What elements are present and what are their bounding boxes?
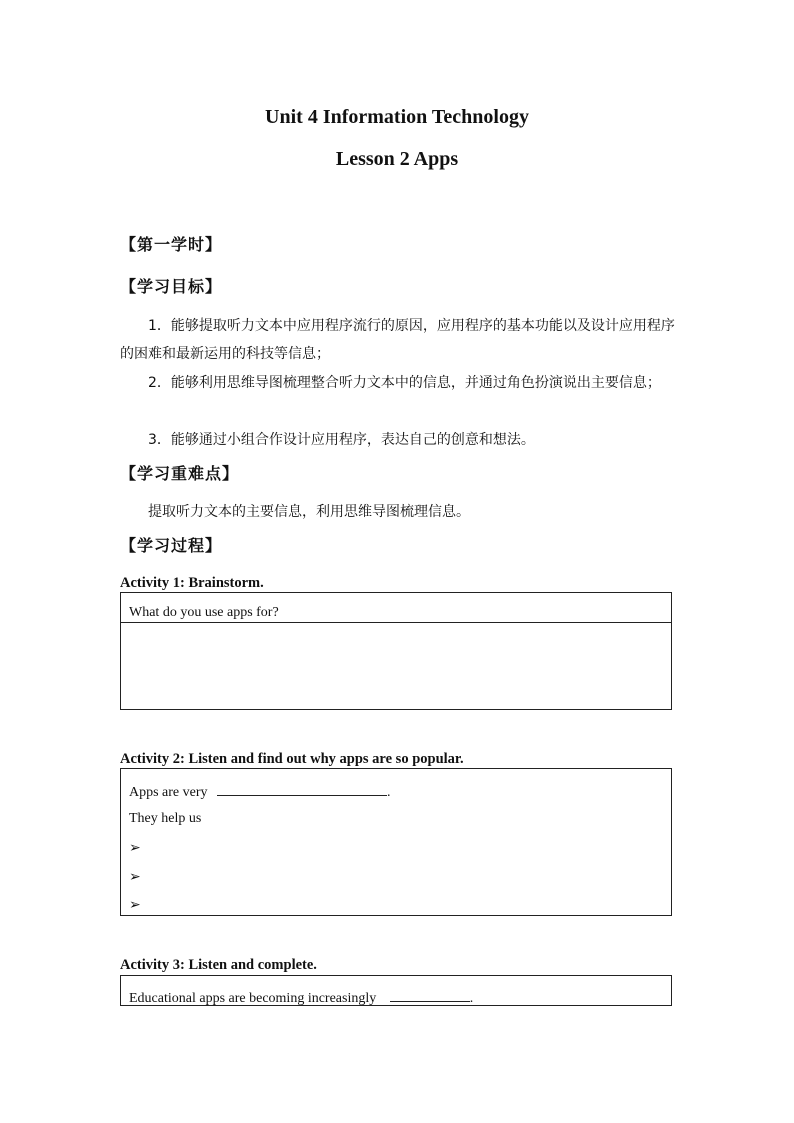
activity-2-line-2: They help us — [129, 811, 202, 826]
lesson-subtitle: Lesson 2 Apps — [335, 148, 459, 170]
goal-2: 2．能够利用思维导图梳理整合听力文本中的信息，并通过角色扮演说出主要信息； — [148, 375, 661, 391]
activity-1-title: Activity 1: Brainstorm. — [120, 575, 264, 591]
activity-2-line-1-text: Apps are very — [129, 785, 208, 800]
activity-2-box — [120, 768, 672, 916]
activity-1-question: What do you use apps for? — [121, 593, 671, 623]
section-process: 【学习过程】 — [120, 536, 223, 555]
activity-1-answer-area[interactable] — [121, 623, 671, 709]
period: . — [387, 785, 391, 800]
activity-2-title: Activity 2: Listen and find out why apps are so popular. — [120, 751, 464, 767]
section-goals: 【学习目标】 — [120, 277, 223, 296]
goal-3: 3．能够通过小组合作设计应用程序，表达自己的创意和想法。 — [148, 432, 535, 448]
blank-line[interactable] — [390, 987, 470, 1002]
arrow-bullet-icon: ➢ — [129, 841, 141, 856]
section-period: 【第一学时】 — [120, 235, 223, 254]
period: . — [469, 991, 474, 1006]
keypoints-text: 提取听力文本的主要信息，利用思维导图梳理信息。 — [148, 504, 470, 520]
activity-3-box — [120, 975, 672, 1006]
goal-1: 1．能够提取听力文本中应用程序流行的原因，应用程序的基本功能以及设计应用程序的困难和最新运用的科技等信息； — [120, 318, 675, 362]
activity-3-title: Activity 3: Listen and complete. — [120, 957, 317, 973]
arrow-bullet-icon: ➢ — [129, 898, 141, 913]
activity-1-box — [120, 592, 672, 710]
section-keypoints: 【学习重难点】 — [120, 464, 240, 483]
blank-line[interactable] — [217, 781, 387, 796]
page-title: Unit 4 Information Technology — [265, 106, 529, 128]
activity-2-line-1 — [121, 781, 391, 801]
arrow-bullet-icon: ➢ — [129, 870, 141, 885]
activity-3-line-1-text: Educational apps are becoming increasingly — [129, 991, 377, 1006]
activity-3-line-1 — [121, 987, 473, 1007]
